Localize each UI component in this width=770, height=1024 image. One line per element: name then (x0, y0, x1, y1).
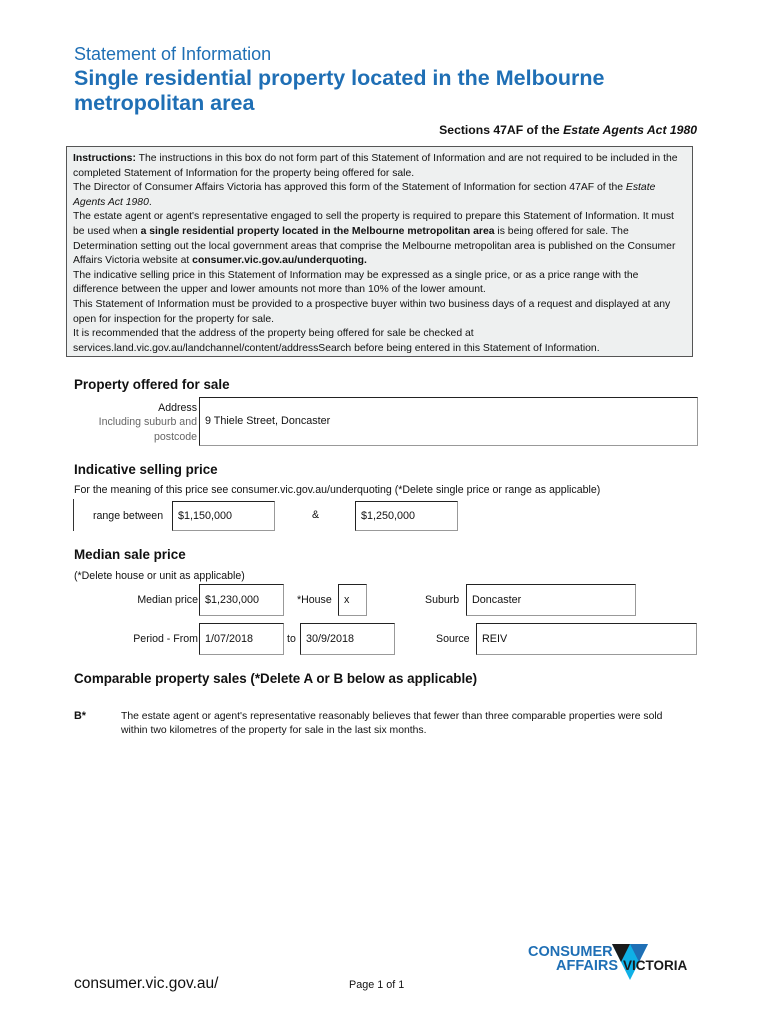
instructions-p2 (73, 181, 686, 210)
instructions-p3 (73, 210, 686, 268)
underquoting-link[interactable]: consumer.vic.gov.au/underquoting. (192, 255, 367, 267)
comparable-statement: The estate agent or agent's representative reasonably believes that fewer than three comparable properties were sold within two kilometres of the property for sale in the last six months. (121, 711, 663, 736)
range-label: range between (93, 510, 164, 522)
page-number: Page 1 of 1 (349, 979, 405, 991)
sections-act: Estate Agents Act 1980 (563, 123, 697, 137)
instructions-p2-end: . (148, 196, 152, 208)
suburb-label: Suburb (425, 594, 460, 606)
address-sublabel-1: Including suburb and (98, 416, 197, 428)
source-label: Source (436, 633, 470, 645)
instructions-p3-b: is being offered for sale. The Determination setting out the local government areas that comprise the Melbourne metropolitan area is published on the Consumer Affairs Victoria website at (73, 225, 676, 267)
document-title: Single residential property located in the Melbourne metropolitan area (74, 66, 605, 115)
instructions-p3-bold: a single residential property located in the Melbourne metropolitan area (140, 225, 495, 237)
document-kicker: Statement of Information (74, 44, 272, 64)
instructions-p1 (73, 152, 686, 181)
instructions-p6: It is recommended that the address of the property being offered for sale be checked at services.land.vic.gov.au/landchannel/content/addressSearch before being entered in this Statement of Information. (73, 328, 600, 354)
indicative-bracket (73, 499, 74, 531)
period-from-label: Period - From (133, 633, 198, 645)
instructions-p2-text: The Director of Consumer Affairs Victoria has approved this form of the Statement of Information for section 47AF of the (73, 182, 626, 194)
period-from-field[interactable]: 1/07/2018 (199, 623, 284, 655)
instructions-p1-text: The instructions in this box do not form part of this Statement of Information and are not required to be included in the completed Statement of Information for the property being offered for sale. (73, 153, 678, 179)
median-price-field[interactable]: $1,230,000 (199, 584, 284, 616)
address-sublabel-2: postcode (154, 431, 197, 443)
address-field[interactable]: 9 Thiele Street, Doncaster (199, 397, 698, 446)
comparable-heading: Comparable property sales (*Delete A or B below as applicable) (74, 671, 478, 686)
range-high-field[interactable]: $1,250,000 (355, 501, 458, 531)
indicative-heading: Indicative selling price (74, 462, 218, 477)
house-label: *House (297, 594, 332, 606)
sections-reference (439, 123, 697, 137)
footer-url[interactable]: consumer.vic.gov.au/ (74, 975, 219, 992)
suburb-field[interactable]: Doncaster (466, 584, 636, 616)
indicative-note: For the meaning of this price see consumer.vic.gov.au/underquoting (*Delete single price or range as applicable) (74, 484, 601, 496)
logo-text-consumer: CONSUMER (528, 944, 613, 960)
median-heading: Median sale price (74, 547, 186, 562)
range-ampersand: & (312, 509, 320, 521)
sections-prefix: Sections 47AF of the (439, 123, 564, 137)
instructions-label: Instructions: (73, 153, 136, 164)
period-to-field[interactable]: 30/9/2018 (300, 623, 395, 655)
period-to-label: to (287, 633, 296, 645)
comparable-option-b: B* (74, 710, 86, 722)
instructions-p5: This Statement of Information must be provided to a prospective buyer within two business days of a request and displayed at any open for inspection for the property for sale. (73, 298, 671, 325)
source-field[interactable]: REIV (476, 623, 697, 655)
instructions-p2-act: Estate Agents Act 1980 (73, 182, 656, 208)
range-low-field[interactable]: $1,150,000 (172, 501, 275, 531)
logo-text-victoria: VICTORIA (623, 958, 688, 973)
instructions-p4: The indicative selling price in this Statement of Information may be expressed as a single price, or as a price range with the difference between the upper and lower amounts not more than 10% of the lower amount. (73, 269, 639, 296)
house-field[interactable]: x (338, 584, 367, 616)
consumer-affairs-victoria-logo (528, 940, 703, 995)
logo-text-affairs: AFFAIRS (556, 958, 619, 974)
address-label: Address (158, 402, 197, 414)
median-price-label: Median price (137, 594, 198, 606)
property-heading: Property offered for sale (74, 377, 230, 392)
median-note: (*Delete house or unit as applicable) (74, 570, 245, 582)
instructions-p3-a: The estate agent or agent's representative engaged to sell the property is required to prepare this Statement of Information. It must be used when (73, 211, 674, 237)
instructions-box (66, 146, 693, 357)
